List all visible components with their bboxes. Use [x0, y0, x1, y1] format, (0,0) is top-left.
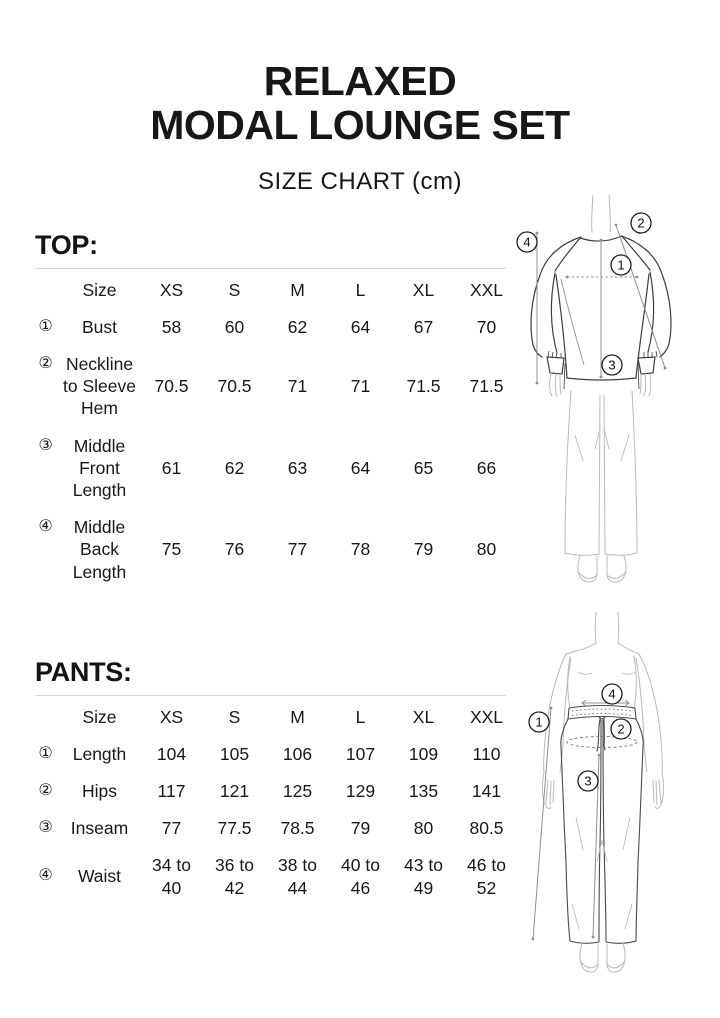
top-garment-sketch [505, 195, 720, 595]
size-cell: 40 to 46 [341, 855, 380, 898]
size-cell: 64 [350, 457, 371, 478]
svg-text:1: 1 [535, 714, 543, 730]
measurement-label: ④ Waist [35, 847, 140, 906]
size-cell: 67 [413, 316, 434, 337]
column-header: M [290, 706, 305, 727]
size-cell: 78.5 [280, 818, 315, 839]
size-cell: 70 [476, 316, 497, 337]
title-line2: MODAL LOUNGE SET [150, 101, 570, 148]
size-cell: 78 [350, 539, 371, 560]
size-cell: 135 [408, 780, 439, 801]
size-cell: 34 to 40 [152, 855, 191, 898]
size-cell: 104 [156, 743, 187, 764]
column-header: Size [82, 279, 117, 300]
size-cell: 77.5 [217, 818, 252, 839]
pants-garment-sketch [490, 612, 720, 1018]
column-header: L [355, 279, 366, 300]
column-header: S [228, 706, 241, 727]
size-cell: 79 [350, 818, 371, 839]
callout-1-icon [611, 255, 631, 275]
size-cell: 65 [413, 457, 434, 478]
measure-line-neckline-sleeve [616, 225, 665, 368]
measurement-label: ① Length [35, 735, 140, 772]
table-row [35, 810, 518, 847]
pants-hem-line [570, 941, 636, 943]
mannequin-neck-line [595, 612, 619, 643]
size-cell: 58 [161, 316, 182, 337]
pants-heading: PANTS: [35, 657, 132, 687]
column-header: S [228, 279, 241, 300]
svg-text:4: 4 [523, 234, 531, 250]
svg-text:3: 3 [608, 357, 616, 373]
top-heading: TOP: [35, 230, 98, 260]
size-cell: 117 [157, 780, 186, 801]
column-header: XS [159, 706, 184, 727]
column-header: XL [412, 279, 435, 300]
size-cell: 76 [224, 539, 245, 560]
measurement-label: ③ Middle Front Length [35, 427, 140, 509]
top-size-table [35, 271, 518, 590]
size-cell: 141 [471, 780, 502, 801]
size-cell: 71 [287, 376, 308, 397]
size-cell: 43 to 49 [404, 855, 443, 898]
divider [35, 695, 506, 696]
mannequin-neck-line [592, 195, 593, 232]
table-row [35, 308, 518, 345]
size-cell: 71.5 [406, 376, 441, 397]
pants-size-table [35, 698, 518, 906]
callout-2-icon [611, 719, 631, 739]
page-title [0, 60, 720, 147]
table-header-row [35, 271, 518, 308]
measurement-label: ① Bust [35, 308, 140, 345]
callout-3-icon [578, 771, 598, 791]
circled-number-icon: ② [38, 354, 53, 372]
size-cell: 38 to 44 [278, 855, 317, 898]
svg-text:4: 4 [608, 686, 616, 702]
measurement-label: ④ Middle Back Length [35, 509, 140, 591]
size-cell: 46 to 52 [467, 855, 506, 898]
size-cell: 105 [219, 743, 250, 764]
table-row [35, 847, 518, 906]
column-header: XXL [469, 706, 504, 727]
size-cell: 80 [413, 818, 434, 839]
divider [35, 268, 506, 269]
table-row [35, 772, 518, 809]
table-row [35, 427, 518, 509]
column-header: XL [412, 706, 435, 727]
size-cell: 110 [472, 743, 501, 764]
circled-number-icon: ③ [38, 436, 53, 454]
measure-line-length [533, 708, 551, 939]
size-cell: 70.5 [154, 376, 189, 397]
size-cell: 80 [476, 539, 497, 560]
size-cell: 71 [350, 376, 371, 397]
column-header: XXL [469, 279, 504, 300]
circled-number-icon: ④ [38, 518, 53, 536]
size-cell: 77 [287, 539, 308, 560]
measurement-label: ② Hips [35, 772, 140, 809]
page-subtitle: SIZE CHART (cm) [258, 168, 462, 195]
size-cell: 60 [224, 316, 245, 337]
table-row [35, 345, 518, 427]
size-cell: 79 [413, 539, 434, 560]
column-header: Size [82, 706, 117, 727]
size-cell: 106 [282, 743, 313, 764]
column-header: M [290, 279, 305, 300]
callout-4-icon [517, 232, 537, 252]
svg-text:3: 3 [584, 773, 592, 789]
size-cell: 62 [287, 316, 308, 337]
size-cell: 71.5 [469, 376, 504, 397]
size-cell: 125 [282, 780, 313, 801]
table-row [35, 735, 518, 772]
size-cell: 129 [345, 780, 376, 801]
callout-3-icon [602, 355, 622, 375]
column-header: L [355, 706, 366, 727]
size-cell: 107 [345, 743, 376, 764]
size-cell: 75 [161, 539, 182, 560]
measurement-label: ③ Inseam [35, 810, 140, 847]
table-row [35, 509, 518, 591]
top-section [35, 230, 519, 590]
callout-1-icon [529, 712, 549, 732]
pants-section [35, 657, 519, 906]
size-cell: 77 [161, 818, 182, 839]
circled-number-icon: ① [38, 317, 53, 335]
size-cell: 61 [161, 457, 182, 478]
size-cell: 80.5 [469, 818, 504, 839]
size-cell: 36 to 42 [215, 855, 254, 898]
size-cell: 63 [287, 457, 308, 478]
size-cell: 64 [350, 316, 371, 337]
title-line1: RELAXED [263, 58, 457, 105]
size-cell: 66 [476, 457, 497, 478]
circled-number-icon: ① [38, 744, 53, 762]
table-header-row [35, 698, 518, 735]
svg-text:2: 2 [637, 215, 645, 231]
hips-measure-ellipse [567, 737, 637, 748]
svg-text:2: 2 [617, 721, 625, 737]
size-cell: 121 [219, 780, 250, 801]
circled-number-icon: ④ [38, 867, 53, 885]
size-cell: 70.5 [217, 376, 252, 397]
measurement-label: ② Neckline to Sleeve Hem [35, 345, 140, 427]
circled-number-icon: ② [38, 781, 53, 799]
size-cell: 109 [408, 743, 439, 764]
circled-number-icon: ③ [38, 819, 53, 837]
callout-2-icon [631, 213, 651, 233]
callout-4-icon [602, 684, 622, 704]
column-header: XS [159, 279, 184, 300]
svg-text:1: 1 [617, 257, 625, 273]
size-cell: 62 [224, 457, 245, 478]
